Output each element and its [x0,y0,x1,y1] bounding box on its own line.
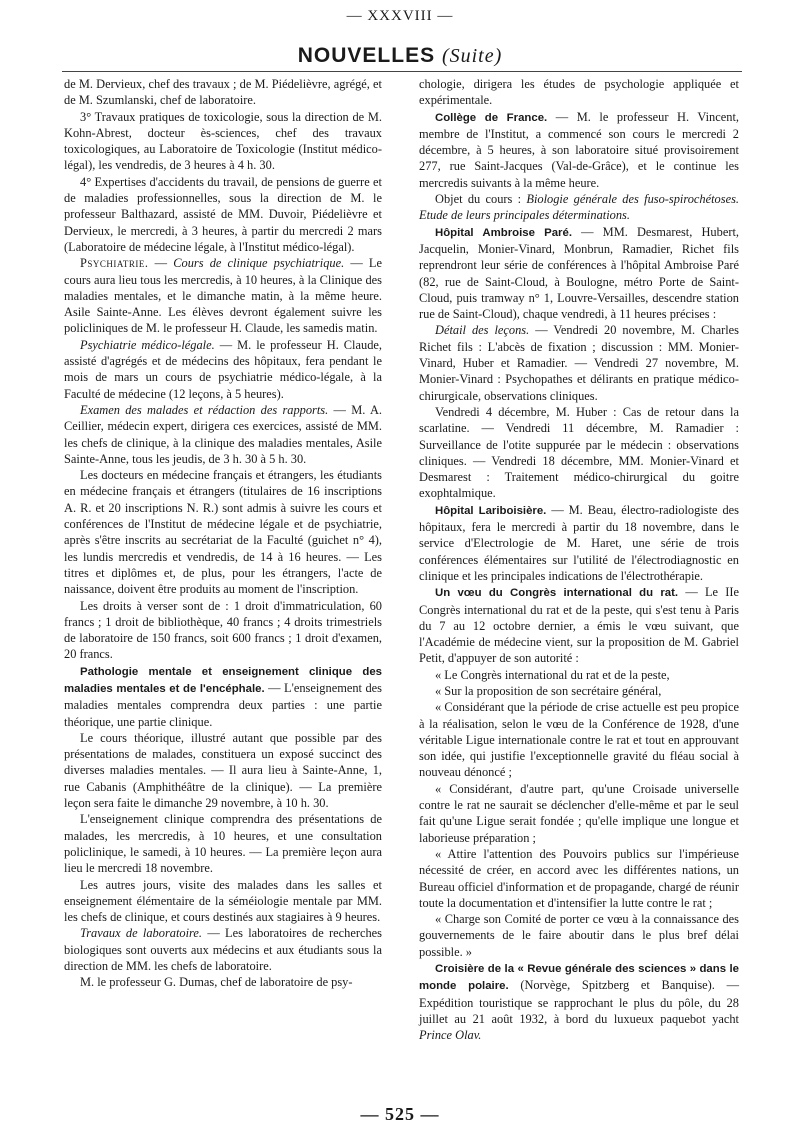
paragraph-text: — L'enseignement des maladies mentales comprendra deux parties : une partie théorique, une partie clinique. [64,680,382,729]
paragraph: Psychiatrie. — Cours de clinique psychiatrique. — Le cours aura lieu tous les mercredis, à 10 heures, à la Clinique des maladies mentales, et le dimanche matin, à la même heure. Asile Sainte-Anne. Les élèves devront également suivre les policliniques de M. le professeur H. Claude, les samedis matin. [64,256,382,336]
paragraph-label: Objet du cours : [435,192,522,207]
page-number: — 525 — [360,1104,440,1124]
course-title: Biologie générale des fuso-spirochétoses. Etude de leurs principales déterminations. [419,192,739,223]
paragraph-text: — M. le professeur H. Vincent, membre de l'Institut, a commencé son cours le mercredi 2 décembre, à 5 heures, à son laboratoire situé provisoirement 277, rue Saint-Jacques (Val-de-Grâce), et le continue les mercredis suivants à la même heure. [419,109,739,190]
paragraph: Les autres jours, visite des malades dans les salles et enseignement élémentaire de la séméiologie mentale par MM. les chefs de clinique, et cours destinés aux stagiaires à 9 heures. [64,877,382,925]
paragraph: « Charge son Comité de porter ce vœu à la connaissance des gouvernements de le faire aboutir dans le plus bref délai possible. » [419,912,739,959]
section-heading: Un vœu du Congrès international du rat. [435,587,679,600]
paragraph [419,191,739,224]
paragraph: « Attire l'attention des Pouvoirs publics sur l'impérieuse nécessité de créer, en accord avec les différentes nations, un Bureau officiel d'information et de propagande, chargé de réunir toute la documentation et d'intensifier la lutte contre le rat ; [419,846,739,910]
paragraph [419,584,739,666]
paragraph [64,337,382,402]
paragraph-text: — Le IIe Congrès international du rat et de la peste, qui s'est tenu à Paris du 7 au 12 octobre dernier, a émis le vœu suivant, que l'Académie de médecine vient, sur la proposition de M. Gabriel Petit, d'appuyer de son autorité : [419,585,740,666]
paragraph-text: — M. Beau, électro-radiologiste des hôpitaux, fera le mercredi à partir du 18 novembre, dans le service d'Electrologie de M. Haret, une série de trois conférences élémentaires sur l'utilité de l'électrodiagnostic en clinique et les principales indications de l'électrothérapie. [419,502,739,583]
paragraph: « Le Congrès international du rat et de la peste, [435,667,670,682]
roman-page-number: — XXXVIII — [346,8,454,24]
section-heading: Croisière de la « Revue générale des sciences » dans le monde polaire. [419,963,739,993]
paragraph: de M. Dervieux, chef des travaux ; de M. Piédelièvre, agrégé, et de M. Szumlanski, chef de laboratoire. [64,77,382,108]
paragraph: « Considérant que la période de crise actuelle est peu propice à la réalisation, selon le vœu de la Conférence de 1928, d'une véritable Ligue internationale contre le rat et tout en approuvant son idée, qui justifie l'exceptionnelle gravité du fléau social à nouveau dénoncé ; [419,700,739,780]
ship-name: Prince Olav. [419,1028,482,1043]
title-text: NOUVELLES [297,44,436,67]
page-title [0,44,800,68]
section-heading: Hôpital Lariboisière. [435,504,547,517]
paragraph-text: Le cours aura lieu tous les mercredis, à 10 heures, à la Clinique des maladies mentales, et le dimanche matin, à la même heure. Asile Sainte-Anne. Les élèves devront également suivre les policliniques de M. le professeur H. Claude, les samedis matin. [64,256,382,336]
paragraph [419,322,739,403]
title-suffix: (Suite) [441,45,503,67]
section-heading: Hôpital Ambroise Paré. [435,226,572,239]
paragraph: Les droits à verser sont de : 1 droit d'immatriculation, 60 francs ; 1 droit de bibliothèque, 40 francs ; 4 droits trimestriels de laboratoire de 150 francs, soit 600 francs ; 1 droit d'examen, 20 francs. [64,598,382,662]
course-title: Travaux de laboratoire. [80,926,203,941]
paragraph [419,502,739,584]
paragraph: « Considérant, d'autre part, qu'une Croisade universelle contre le rat ne saurait se déclencher d'elle-même et par le seul fait qu'une Ligue serait fondée ; qu'elle implique une longue et laborieuse préparation ; [419,781,739,845]
paragraph [419,960,739,1043]
paragraph-text: — MM. Desmarest, Hubert, Jacquelin, Monier-Vinard, Monbrun, Ramadier, Richet fils reprendront leur série de conférences à l'hôpital Ambroise Paré (82, rue de Saint-Cloud, à Boulogne, métro Porte de Saint-Cloud, puis tramway n° 1, Louvre-Versailles, descendre station rue de Saint-Cloud), chaque vendredi, à 11 heures précises : [419,224,739,322]
section-heading: Collège de France. [435,111,548,124]
paragraph: 4° Expertises d'accidents du travail, de pensions de guerre et de maladies professionnelles, sous la direction de M. le professeur Balthazard, assisté de MM. Duvoir, Piédelièvre et Dervieux, le mercredi, à 3 heures, à partir du mercredi 2 mars (Laboratoire de médecine légale, à l'Institut médico-légal). [64,174,382,254]
left-column [64,76,382,991]
paragraph-text: — Vendredi 20 novembre, M. Charles Richet fils : L'abcès de fixation ; discussion : MM. Monier-Vinard, Huber et Ramadier. — Vendredi 27 novembre, M. Monier-Vinard : Psychopathes et délirants en pratique médico-chirurgicale, observations cliniques. [419,323,739,403]
paragraph [64,925,382,974]
course-title: Psychiatrie médico-légale. [80,337,215,352]
paragraph-text: — M. A. Ceillier, médecin expert, dirigera ces exercices, assisté de MM. les chefs de clinique, à la clinique des maladies mentales, Asile Sainte-Anne, tous les jeudis, de 3 h. 30 à 5 h. 30. [64,402,382,466]
paragraph [419,109,739,191]
paragraph-text: — M. le professeur H. Claude, assisté d'agrégés et de médecins des hôpitaux, fera pendant le mois de mars un cours de psychiatrie médico-légale, à la Faculté de médecine (12 leçons, à 5 heures). [64,337,382,401]
section-heading: Pathologie mentale et enseignement clinique des maladies mentales et de l'encéphale. [64,665,382,695]
paragraph: chologie, dirigera les études de psychologie appliquée et expérimentale. [419,77,739,108]
paragraph: 3° Travaux pratiques de toxicologie, sous la direction de M. Kohn-Abrest, docteur ès-sciences, chef des travaux toxicologiques, au Laboratoire de Toxicologie (Institut médico-légal), les vendredis, de 3 heures à 4 h. 30. [64,109,382,173]
paragraph-text: (Norvège, Spitzberg et Banquise). — Expédition touristique se rapprochant le plus du pôle, du 28 juillet au 21 août 1932, à bord du luxueux paquebot yacht [419,978,739,1026]
paragraph: Le cours théorique, illustré autant que possible par des présentations de malades, constituera un exposé succinct des diverses maladies mentales. — Il aura lieu à Sainte-Anne, 1, rue Cabanis (Amphithéâtre de la clinique). — La première leçon sera faite le dimanche 29 novembre, à 10 h. 30. [64,730,382,811]
paragraph [419,224,739,323]
right-column [419,76,739,1044]
section-label: Psychiatrie. [80,256,149,271]
course-title: Détail des leçons. [435,323,530,338]
paragraph: L'enseignement clinique comprendra des présentations de malades, les mercredis, à 10 heures, et une consultation policlinique, le samedi, à 10 heures. — La première leçon aura lieu le mercredi 18 novembre. [64,812,382,876]
header-rule [62,71,742,72]
paragraph [64,402,382,467]
paragraph: Les docteurs en médecine français et étrangers, les étudiants en médecine français et étrangers (titulaires de 16 inscriptions A. R. et 20 inscriptions N. R.) sont admis à suivre les cours et conférences de l'Institut de médecine légale et de psychiatrie, après s'être inscrits au secrétariat de la Faculté (guichet n° 4), les lundis mercredis et vendredis, de 14 à 16 heures. — Les titres et diplômes et, de plus, pour les étrangers, l'acte de naissance, doivent être produits au moment de l'inscription. [64,468,382,597]
course-title: Examen des malades et rédaction des rapports. [80,402,329,417]
paragraph [64,663,382,730]
paragraph: Vendredi 4 décembre, M. Huber : Cas de retour dans la scarlatine. — Vendredi 11 décembre, M. Ramadier : Surveillance de l'otite suppurée par le médecin : observations cliniques. — Vendredi 18 décembre, MM. Monier-Vinard et Desmarest : Traitement médico-chirurgical du goitre exophtalmique. [419,404,739,501]
paragraph-text: — Les laboratoires de recherches biologiques sont ouverts aux médecins et aux étudiants sous la direction de MM. les chefs de laboratoire. [64,926,382,974]
paragraph: M. le professeur G. Dumas, chef de laboratoire de psy- [80,975,353,990]
course-title: Cours de clinique psychiatrique. [173,256,345,271]
paragraph: « Sur la proposition de son secrétaire général, [435,683,662,698]
